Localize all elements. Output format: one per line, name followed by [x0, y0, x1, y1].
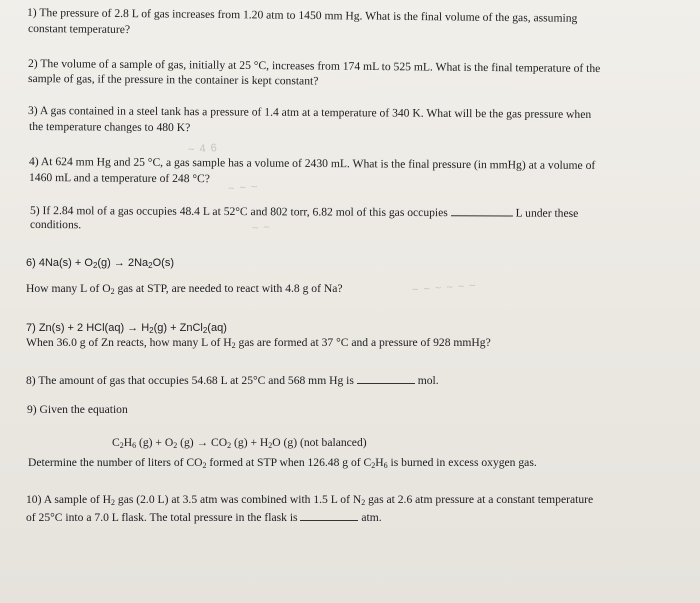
- question-6-prompt: How many L of $O_2$ gas at STP, are needed to react with 4.8 g of Na?: [26, 282, 343, 296]
- pencil-mark: ~ 4 6: [187, 141, 219, 157]
- question-1-line-1: 1) The pressure of 2.8 L of gas increases from 1.20 atm to 1450 mm Hg. What is the final volume of the gas, assuming: [26, 6, 578, 25]
- question-3-line-1: 3) A gas contained in a steel tank has a pressure of 1.4 atm at a temperature of 340 K. What will be the gas pressure when: [27, 104, 592, 121]
- question-7-prompt: When 36.0 g of Zn reacts, how many L of $H_2$ gas are formed at 37 °C and a pressure of 928 mmHg?: [26, 336, 491, 350]
- question-10-line-2: of 25°C into a 7.0 L flask. The total pressure in the flask is atm.: [26, 511, 382, 524]
- answer-blank[interactable]: [300, 510, 358, 521]
- pencil-mark: ~ ~ ~ ~ ~ ~: [411, 279, 478, 297]
- pencil-mark: ~ ~ ~: [227, 180, 259, 196]
- question-1-line-2: constant temperature?: [27, 22, 131, 37]
- answer-blank[interactable]: [451, 205, 513, 216]
- question-5-line-1: 5) If 2.84 mol of a gas occupies 48.4 L at 52°C and 802 torr, 6.82 mol of this gas occupies L under these: [29, 204, 579, 220]
- question-4-line-1: 4) At 624 mm Hg and 25 °C, a gas sample has a volume of 2430 mL. What is the final pressure (in mmHg) at a volume of: [28, 155, 596, 172]
- question-7-equation: 7) Zn(s) + 2 $HCl(aq) \to H_2(g)$ + ZnCl$_2$(aq): [26, 322, 227, 335]
- pencil-mark: ~ ~: [251, 221, 272, 235]
- question-9-prompt: Determine the number of liters of $CO_2$ formed at STP when 126.48 g of $C_2H_6$ is burned in excess oxygen gas.: [28, 456, 537, 470]
- question-4-line-2: 1460 mL and a temperature of 248 °C?: [28, 171, 211, 186]
- question-6-equation: 6) $4Na(s) + O_2(g) \to 2Na_2O(s)$: [26, 257, 174, 270]
- question-3-line-2: the temperature changes to 480 K?: [28, 120, 191, 135]
- question-8-prompt: 8) The amount of gas that occupies 54.68 L at 25°C and 568 mm Hg is mol.: [26, 374, 439, 387]
- question-9-intro: 9) Given the equation: [27, 403, 128, 416]
- question-2-line-2: sample of gas, if the pressure in the container is kept constant?: [27, 72, 319, 88]
- question-2-line-1: 2) The volume of a sample of gas, initially at 25 °C, increases from 174 mL to 525 mL. What is the final temperature of the: [27, 57, 601, 75]
- question-10-line-1: 10) A sample of $H_2$ gas (2.0 L) at 3.5 atm was combined with 1.5 L of $N_2$ gas at 2.6 atm pressure at a constant temperature: [26, 493, 594, 507]
- answer-blank[interactable]: [357, 373, 415, 384]
- question-9-equation: $C_2H_6$ $(g) + O_2$ $(g) \to CO_2$ $(g) + H_2O$ (g) (not balanced): [112, 436, 367, 450]
- question-5-line-2: conditions.: [29, 218, 82, 232]
